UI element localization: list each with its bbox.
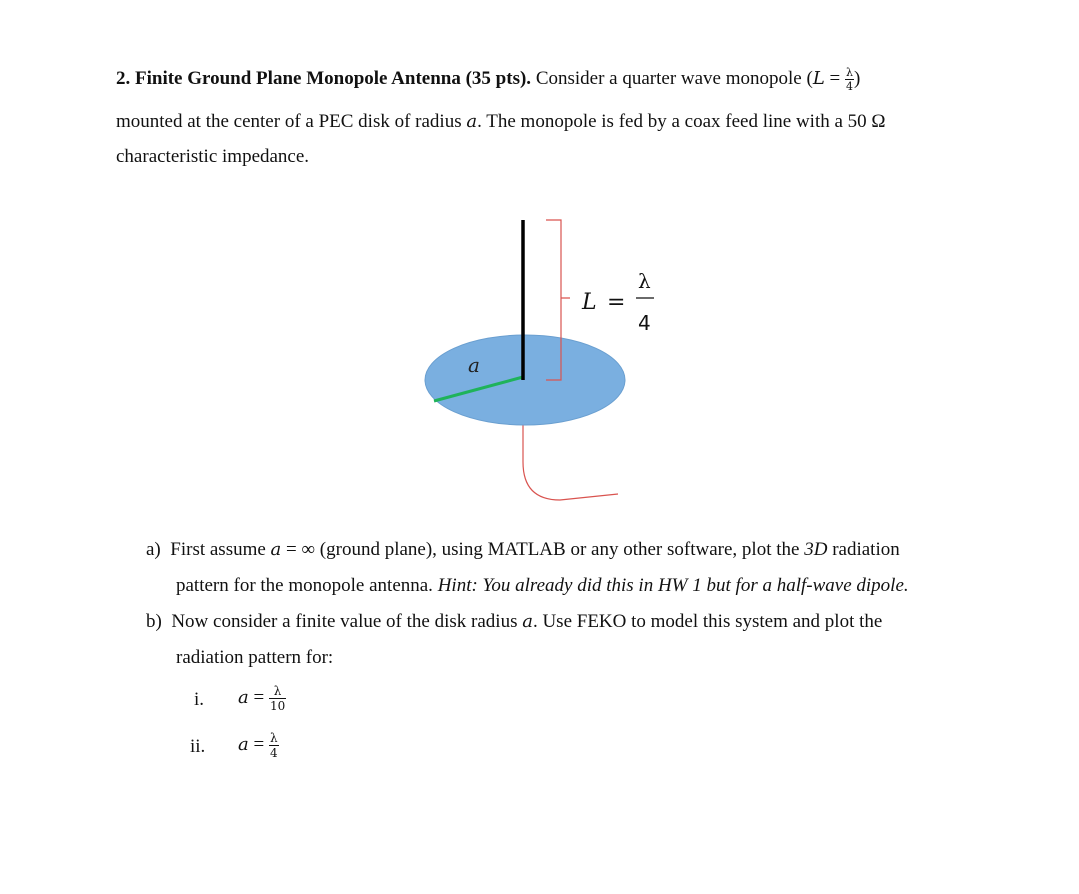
part-a-text: = ∞ (ground plane), using MATLAB or any other software, plot the	[281, 539, 805, 560]
part-a-line-2	[176, 575, 909, 597]
problem-text: . The monopole is fed by a coax feed line with a 50 Ω	[477, 111, 886, 132]
sub-item-ii-equation	[238, 732, 279, 759]
part-a-text: radiation	[827, 539, 900, 560]
L-variable: L	[812, 67, 825, 89]
close-paren: )	[853, 67, 861, 89]
fraction-denominator: 10	[269, 699, 286, 713]
equals-sign: =	[253, 686, 265, 708]
fraction-numerator: λ	[273, 684, 282, 698]
part-b-text: Now consider a finite value of the disk radius	[171, 611, 523, 632]
problem-line-2	[116, 111, 886, 133]
equals-sign: =	[829, 67, 841, 89]
a-variable: a	[522, 611, 533, 632]
a-variable: a	[466, 111, 478, 132]
fraction-denominator: 4	[269, 746, 278, 760]
fraction-numerator: λ	[269, 731, 278, 745]
problem-intro: Consider a quarter wave monopole (	[535, 67, 813, 89]
length-L-label: L	[582, 290, 597, 315]
lambda-over-4-fraction	[269, 732, 279, 759]
sub-item-i-equation	[238, 685, 286, 712]
part-a-line-1	[146, 539, 900, 561]
problem-title: 2. Finite Ground Plane Monopole Antenna (35 pts).	[116, 67, 532, 89]
part-a-marker: a)	[146, 539, 161, 560]
length-equals: =	[607, 290, 626, 315]
pec-disk	[425, 335, 625, 425]
part-b-line-1	[146, 611, 882, 633]
hint-text: Hint: You already did this in HW 1 but for a half-wave dipole.	[437, 575, 909, 596]
disk-radius-label: a	[468, 353, 480, 377]
problem-line-1	[116, 67, 860, 92]
length-four: 4	[638, 311, 651, 335]
part-b-text: radiation pattern for:	[176, 647, 334, 668]
lambda-over-10-fraction	[269, 685, 286, 712]
fraction-numerator: λ	[845, 66, 853, 79]
fraction-denominator: 4	[845, 80, 853, 93]
monopole-diagram	[400, 200, 680, 510]
three-d-text: 3D	[804, 539, 828, 560]
a-variable: a	[270, 539, 282, 560]
part-a-text: First assume	[170, 539, 271, 560]
a-variable: a	[238, 733, 249, 755]
part-b-marker: b)	[146, 611, 162, 632]
part-b-line-2	[176, 647, 333, 669]
problem-line-3	[116, 146, 309, 168]
length-lambda: λ	[638, 269, 651, 293]
sub-item-i-marker: i.	[194, 689, 205, 710]
a-variable: a	[238, 686, 249, 708]
problem-text: mounted at the center of a PEC disk of radius	[116, 111, 467, 132]
equals-sign: =	[253, 733, 265, 755]
sub-item-ii-marker: ii.	[190, 736, 206, 757]
lambda-over-4-fraction	[845, 67, 854, 92]
problem-text: characteristic impedance.	[116, 146, 310, 167]
part-a-text: pattern for the monopole antenna.	[176, 575, 438, 596]
part-b-text: . Use FEKO to model this system and plot the	[532, 611, 883, 632]
